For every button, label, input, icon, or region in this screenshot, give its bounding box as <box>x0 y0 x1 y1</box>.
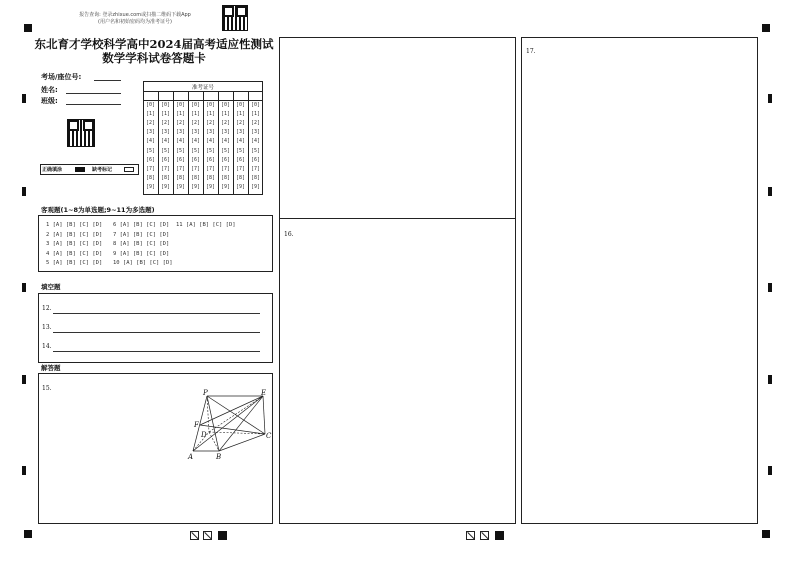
ticket-digit-bubble[interactable]: [7] <box>190 165 201 172</box>
q14-number: 14. <box>42 343 52 350</box>
ticket-digit-bubble[interactable]: [6] <box>175 156 186 163</box>
edge-FC <box>200 425 265 434</box>
ticket-digit-bubble[interactable]: [6] <box>190 156 201 163</box>
q17-number: 17. <box>526 48 536 55</box>
timing-mark <box>22 94 26 103</box>
timing-mark <box>768 466 772 475</box>
ticket-digit-bubble[interactable]: [3] <box>250 129 261 136</box>
edge-PB <box>207 396 219 451</box>
ticket-digit-bubble[interactable]: [1] <box>145 111 156 118</box>
page-marker-hollow <box>203 531 212 540</box>
ticket-digit-bubble[interactable]: [1] <box>250 111 261 118</box>
ticket-digit-bubble[interactable]: [1] <box>160 111 171 118</box>
objective-question-row[interactable]: 11 [A] [B] [C] [D] <box>176 222 236 228</box>
ticket-digit-bubble[interactable]: [7] <box>235 165 246 172</box>
ticket-digit-bubble[interactable]: [6] <box>145 156 156 163</box>
ticket-digit-bubble[interactable]: [7] <box>205 165 216 172</box>
label-B: B <box>216 453 222 461</box>
ticket-digit-bubble[interactable]: [9] <box>190 183 201 190</box>
corner-mark-top-right <box>762 24 770 32</box>
ticket-digit-bubble[interactable]: [5] <box>205 147 216 154</box>
ticket-digit-bubble[interactable]: [6] <box>160 156 171 163</box>
q16-number: 16. <box>284 231 294 238</box>
ticket-digit-bubble[interactable]: [1] <box>190 111 201 118</box>
page-marker-filled <box>495 531 504 540</box>
page-marker-hollow <box>190 531 199 540</box>
corner-mark-bottom-left <box>24 530 32 538</box>
ticket-digit-bubble[interactable]: [2] <box>250 120 261 127</box>
ticket-digit-bubble[interactable]: [4] <box>190 138 201 145</box>
ticket-digit-bubble[interactable]: [4] <box>220 138 231 145</box>
ticket-digit-bubble[interactable]: [5] <box>190 147 201 154</box>
q15-number: 15. <box>42 385 52 392</box>
corner-mark-bottom-right <box>762 530 770 538</box>
ticket-digit-bubble[interactable]: [3] <box>175 129 186 136</box>
edge-DE <box>209 396 263 432</box>
page-marker-hollow <box>466 531 475 540</box>
ticket-digit-bubble[interactable]: [2] <box>160 120 171 127</box>
timing-mark <box>22 283 26 292</box>
ticket-digit-bubble[interactable]: [0] <box>160 102 171 108</box>
absent-label: 缺考标记 <box>92 167 113 173</box>
ticket-digit-bubble[interactable]: [2] <box>205 120 216 127</box>
room-seat-field[interactable] <box>94 80 121 81</box>
ticket-digit-bubble[interactable]: [7] <box>160 165 171 172</box>
objective-question-row[interactable]: 3 [A] [B] [C] [D] <box>46 241 103 248</box>
ticket-digit-bubble[interactable]: [3] <box>220 129 231 136</box>
page-marker-hollow <box>480 531 489 540</box>
q13-answer-line[interactable] <box>53 332 260 333</box>
ticket-digit-bubble[interactable]: [8] <box>220 174 231 181</box>
ticket-digit-bubble[interactable]: [8] <box>145 174 156 181</box>
ticket-digit-bubble[interactable]: [1] <box>220 111 231 118</box>
ticket-number-header: 准考证号 <box>191 85 214 91</box>
middle-upper-box[interactable] <box>279 37 516 219</box>
timing-mark <box>768 187 772 196</box>
objective-question-row[interactable]: 2 [A] [B] [C] [D] <box>46 231 103 238</box>
ticket-digit-bubble[interactable]: [3] <box>190 129 201 136</box>
ticket-digit-bubble[interactable]: [2] <box>175 120 186 127</box>
label-A: A <box>188 453 194 461</box>
ticket-digit-bubble[interactable]: [8] <box>190 174 201 181</box>
objective-question-row[interactable]: 4 [A] [B] [C] [D] <box>46 250 103 257</box>
q12-answer-line[interactable] <box>53 313 260 314</box>
ticket-digit-bubble[interactable]: [8] <box>205 174 216 181</box>
label-E: E <box>261 389 267 397</box>
timing-mark <box>22 375 26 384</box>
corner-mark-top-left <box>24 24 32 32</box>
objective-question-row[interactable]: 5 [A] [B] [C] [D] <box>46 260 103 267</box>
ticket-digit-bubble[interactable]: [5] <box>175 147 186 154</box>
label-D: D <box>201 431 207 439</box>
correct-fill-sample <box>75 167 85 172</box>
ticket-digit-bubble[interactable]: [2] <box>145 120 156 127</box>
ticket-digit-bubble[interactable]: [5] <box>160 147 171 154</box>
timing-mark <box>768 283 772 292</box>
app-qr-code <box>222 5 248 31</box>
ticket-digit-bubble[interactable]: [7] <box>220 165 231 172</box>
fill-blank-box <box>38 293 273 363</box>
ticket-digit-bubble[interactable]: [0] <box>250 102 261 108</box>
ticket-digit-bubble[interactable]: [1] <box>235 111 246 118</box>
ticket-digit-bubble[interactable]: [3] <box>160 129 171 136</box>
objective-question-row[interactable]: 1 [A] [B] [C] [D] <box>46 222 103 228</box>
ticket-digit-bubble[interactable]: [9] <box>160 183 171 190</box>
ticket-digit-bubble[interactable]: [6] <box>250 156 261 163</box>
student-qr-code <box>67 119 95 147</box>
label-F: F <box>194 421 199 429</box>
objective-question-row[interactable]: 10 [A] [B] [C] [D] <box>113 260 173 267</box>
ticket-digit-bubble[interactable]: [5] <box>235 147 246 154</box>
title-line2: 数学学科试卷答题卡 <box>102 51 206 65</box>
ticket-digit-bubble[interactable]: [2] <box>235 120 246 127</box>
geometry-figure <box>184 386 276 462</box>
absent-checkbox[interactable] <box>124 167 134 172</box>
ticket-digit-bubble[interactable]: [0] <box>190 102 201 108</box>
timing-mark <box>22 187 26 196</box>
q13-number: 13. <box>42 324 52 331</box>
class-field[interactable] <box>66 104 121 105</box>
ticket-digit-bubble[interactable]: [3] <box>205 129 216 136</box>
page-marker-filled <box>218 531 227 540</box>
q12-number: 12. <box>42 305 52 312</box>
label-C: C <box>266 432 272 440</box>
ticket-digit-bubble[interactable]: [1] <box>205 111 216 118</box>
objective-question-row[interactable]: 7 [A] [B] [C] [D] <box>113 231 170 238</box>
ticket-digit-bubble[interactable]: [8] <box>235 174 246 181</box>
ticket-digit-bubble[interactable]: [5] <box>145 147 156 154</box>
timing-mark <box>22 466 26 475</box>
ticket-digit-bubble[interactable]: [9] <box>220 183 231 190</box>
ticket-digit-bubble[interactable]: [5] <box>220 147 231 154</box>
ticket-digit-bubble[interactable]: [9] <box>235 183 246 190</box>
label-P: P <box>203 389 208 397</box>
edge-EC <box>263 396 265 434</box>
ticket-digit-bubble[interactable]: [3] <box>235 129 246 136</box>
ticket-digit-bubble[interactable]: [4] <box>205 138 216 145</box>
ticket-digit-bubble[interactable]: [4] <box>145 138 156 145</box>
q17-answer-box[interactable] <box>521 37 758 524</box>
ticket-digit-bubble[interactable]: [5] <box>250 147 261 154</box>
ticket-digit-bubble[interactable]: [4] <box>160 138 171 145</box>
q16-answer-box[interactable] <box>279 218 516 524</box>
correct-fill-label: 正确填涂 <box>42 167 63 173</box>
room-seat-label: 考场/座位号: <box>41 73 82 81</box>
ticket-digit-bubble[interactable]: [4] <box>175 138 186 145</box>
ticket-digit-bubble[interactable]: [0] <box>220 102 231 108</box>
ticket-digit-bubble[interactable]: [9] <box>250 183 261 190</box>
name-label: 姓名: <box>41 86 58 94</box>
ticket-digit-bubble[interactable]: [0] <box>205 102 216 108</box>
ticket-digit-bubble[interactable]: [9] <box>145 183 156 190</box>
class-label: 班级: <box>41 97 58 105</box>
ticket-digit-bubble[interactable]: [3] <box>145 129 156 136</box>
ticket-digit-bubble[interactable]: [2] <box>220 120 231 127</box>
objective-question-row[interactable]: 6 [A] [B] [C] [D] <box>113 222 170 228</box>
answers-title: 解答题 <box>41 364 61 372</box>
report-notice-line1: 报告查询: 登录zhixue.com或扫描二维码下载App <box>79 12 191 18</box>
ticket-digit-bubble[interactable]: [4] <box>250 138 261 145</box>
ticket-digit-bubble[interactable]: [7] <box>175 165 186 172</box>
name-field[interactable] <box>66 93 121 94</box>
q14-answer-line[interactable] <box>53 351 260 352</box>
ticket-digit-bubble[interactable]: [4] <box>235 138 246 145</box>
timing-mark <box>768 375 772 384</box>
title-line1: 东北育才学校科学高中2024届高考适应性测试 <box>34 37 274 51</box>
ticket-digit-bubble[interactable]: [8] <box>160 174 171 181</box>
ticket-digit-bubble[interactable]: [9] <box>205 183 216 190</box>
page-title <box>32 37 276 65</box>
objective-title: 客观题(1~8为单选题;9~11为多选题) <box>41 206 155 214</box>
ticket-digit-bubble[interactable]: [1] <box>175 111 186 118</box>
report-notice-line2: (用户名和初始密码均为准考证号) <box>98 19 172 25</box>
ticket-digit-bubble[interactable]: [9] <box>175 183 186 190</box>
ticket-digit-bubble[interactable]: [0] <box>175 102 186 108</box>
ticket-digit-bubble[interactable]: [0] <box>145 102 156 108</box>
ticket-digit-bubble[interactable]: [0] <box>235 102 246 108</box>
timing-mark <box>768 94 772 103</box>
objective-question-row[interactable]: 9 [A] [B] [C] [D] <box>113 250 170 257</box>
ticket-digit-bubble[interactable]: [7] <box>145 165 156 172</box>
ticket-digit-bubble[interactable]: [6] <box>205 156 216 163</box>
objective-question-row[interactable]: 8 [A] [B] [C] [D] <box>113 241 170 248</box>
ticket-digit-bubble[interactable]: [6] <box>235 156 246 163</box>
fill-blank-title: 填空题 <box>41 283 61 291</box>
ticket-digit-bubble[interactable]: [7] <box>250 165 261 172</box>
report-notice <box>60 12 210 26</box>
ticket-digit-bubble[interactable]: [2] <box>190 120 201 127</box>
ticket-digit-bubble[interactable]: [8] <box>250 174 261 181</box>
ticket-digit-bubble[interactable]: [8] <box>175 174 186 181</box>
ticket-digit-bubble[interactable]: [6] <box>220 156 231 163</box>
